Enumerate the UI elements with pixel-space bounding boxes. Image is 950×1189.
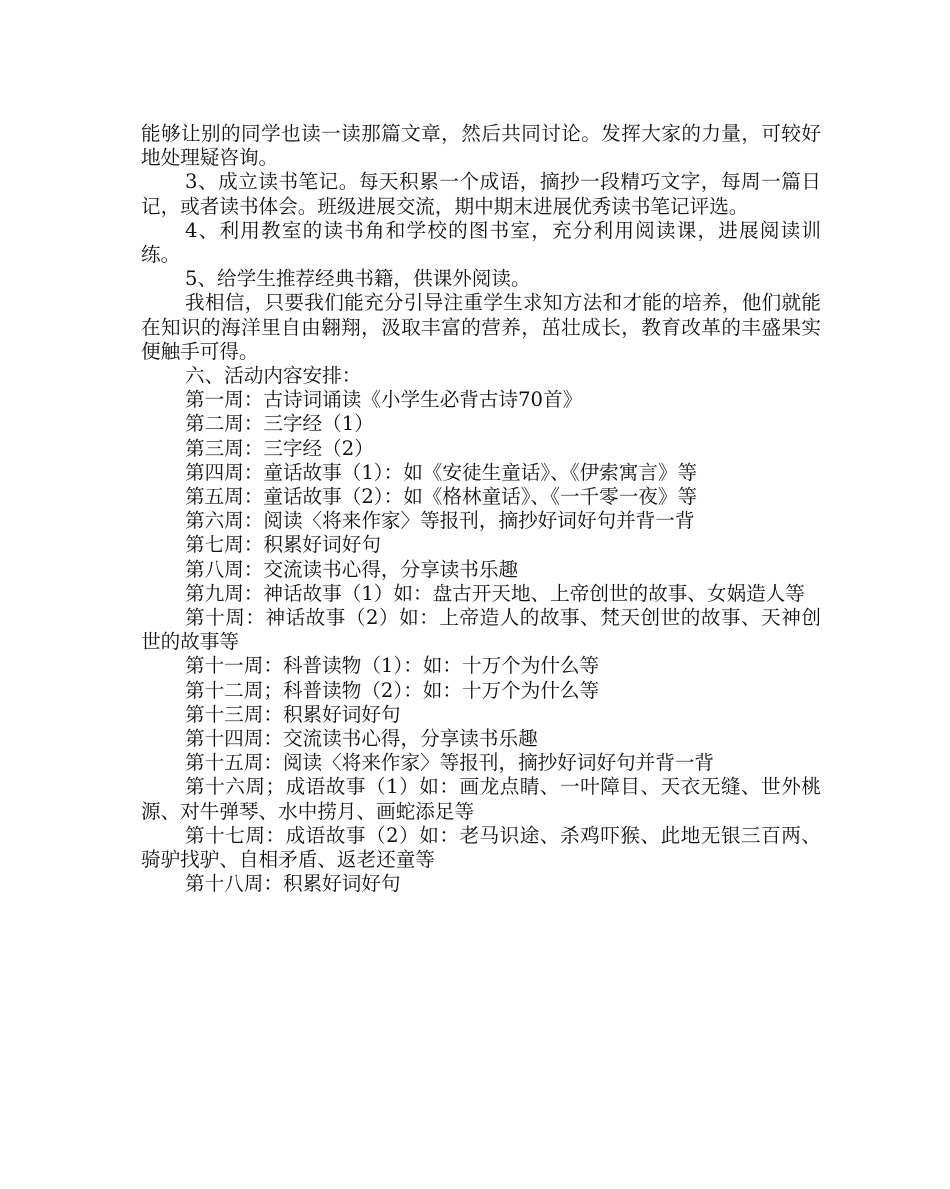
schedule-week-1: 第一周：古诗词诵读《小学生必背古诗70首》 <box>185 388 583 412</box>
paragraph-item-5: 5、给学生推荐经典书籍，供课外阅读。 <box>185 267 531 291</box>
paragraph-item-3: 3、成立读书笔记。每天积累一个成语，摘抄一段精巧文字，每周一篇日记，或者读书体会。班级进展交流，期中期末进展优秀读书笔记评选。 <box>141 170 821 218</box>
paragraph-continuation: 能够让别的同学也读一读那篇文章，然后共同讨论。发挥大家的力量，可较好地处理疑咨询。 <box>141 122 821 170</box>
schedule-week-17: 第十七周：成语故事（2）如：老马识途、杀鸡吓猴、此地无银三百两、骑驴找驴、自相矛盾、返老还童等 <box>141 823 821 872</box>
schedule-week-7: 第七周：积累好词好句 <box>185 533 381 557</box>
schedule-week-10: 第十周：神话故事（2）如：上帝造人的故事、梵天创世的故事、天神创世的故事等 <box>141 606 821 654</box>
schedule-week-5: 第五周：童话故事（2）：如《格林童话》、《一千零一夜》等 <box>185 485 698 509</box>
paragraph-item-4: 4、利用教室的读书角和学校的图书室，充分利用阅读课，进展阅读训练。 <box>141 218 821 267</box>
schedule-week-12: 第十二周；科普读物（2）：如：十万个为什么等 <box>185 678 600 702</box>
schedule-week-9: 第九周：神话故事（1）如：盘古开天地、上帝创世的故事、女娲造人等 <box>185 581 805 605</box>
schedule-week-2: 第二周：三字经（1） <box>185 412 374 436</box>
schedule-week-13: 第十三周：积累好词好句 <box>185 702 401 726</box>
schedule-week-16: 第十六周；成语故事（1）如：画龙点睛、一叶障目、天衣无缝、世外桃源、对牛弹琴、水中捞月、画蛇添足等 <box>141 775 821 823</box>
paragraph-conclusion: 我相信，只要我们能充分引导注重学生求知方法和才能的培养，他们就能在知识的海洋里自由翱翔，汲取丰富的营养，茁壮成长，教育改革的丰盛果实便触手可得。 <box>141 291 821 363</box>
schedule-week-11: 第十一周：科普读物（1）：如：十万个为什么等 <box>185 654 600 678</box>
schedule-week-8: 第八周：交流读书心得，分享读书乐趣 <box>185 557 519 581</box>
schedule-week-3: 第三周：三字经（2） <box>185 436 374 460</box>
schedule-week-15: 第十五周：阅读〈将来作家〉等报刊，摘抄好词好句并背一背 <box>185 751 715 775</box>
section-heading-activities: 六、活动内容安排： <box>185 364 362 388</box>
schedule-week-14: 第十四周：交流读书心得，分享读书乐趣 <box>185 727 538 751</box>
schedule-week-18: 第十八周：积累好词好句 <box>185 872 401 896</box>
schedule-week-6: 第六周：阅读〈将来作家〉等报刊，摘抄好词好句并背一背 <box>185 509 695 533</box>
schedule-week-4: 第四周：童话故事（1）：如《安徒生童话》、《伊索寓言》等 <box>185 460 698 484</box>
document-body <box>141 122 821 897</box>
